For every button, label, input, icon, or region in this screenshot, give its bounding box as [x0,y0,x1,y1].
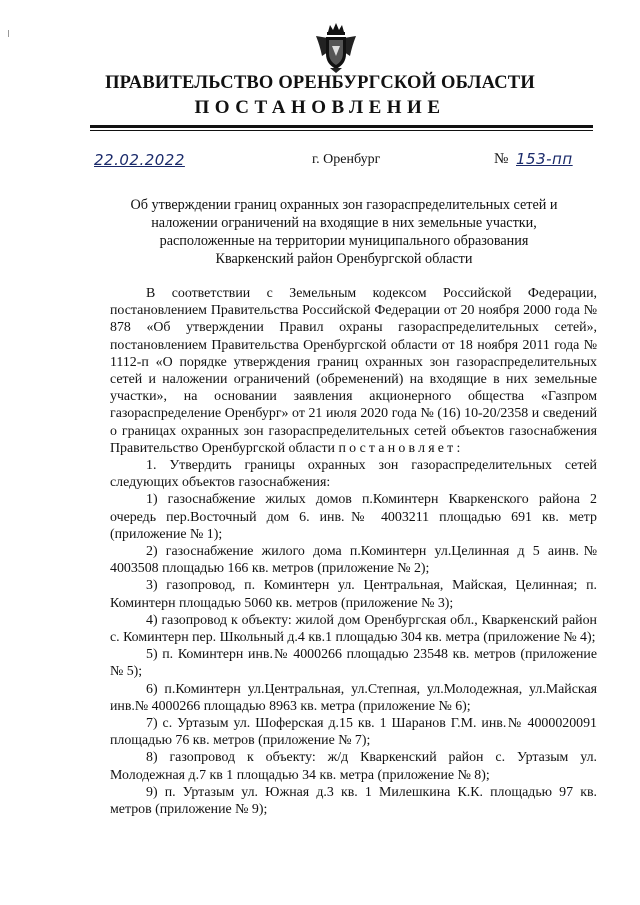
decree-date: 22.02.2022 [94,151,185,169]
preamble-verb: постановляет: [338,440,464,456]
list-item: 3) газопровод, п. Коминтерн ул. Центральная, Майская, Целинная; п. Коминтерн площадью 5060 кв. метров (приложение № 3); [110,578,597,611]
subject-line: Кваркенский район Оренбургской области [215,251,473,267]
header-divider-thick [90,125,593,128]
coat-of-arms-icon [314,22,358,74]
list-item: 5) п. Коминтерн инв.№ 4000266 площадью 23548 кв. метров (приложение № 5); [110,647,597,680]
list-item: 4) газопровод к объекту: жилой дом Оренбургская обл., Кваркенский район с. Коминтерн пер. Школьный д.4 кв.1 площадью 304 кв. метра (приложение № 4); [110,612,597,646]
preamble-text: В соответствии с Земельным кодексом Российской Федерации, постановлением Правительства Российской Федерации от 20 ноября 2000 года № 878 «Об утверждении Правил охраны газораспределительных сетей», постановлением Правительства Оренбургской области от 18 ноября 2011 года № 1112-п «О порядке утверждения границ охранных зон газораспределительных сетей и наложении ограничений (обременений) на входящие в них земельные участки», на основании заявления акционерного общества «Газпром газораспределение Оренбург» от 21 июля 2020 года № (16) 10-20/2358 и сведений о границах охранных зон газораспределительных сетей объектов газоснабжения Правительство Оренбургской области [110,286,597,456]
decree-subject [100,196,588,268]
list-item: 9) п. Уртазым ул. Южная д.3 кв. 1 Милешкина К.К. площадью 97 кв. метров (приложение № 9); [110,784,597,818]
subject-line: Об утверждении границ охранных зон газораспределительных сетей и [130,197,558,213]
decree-number-label: № [494,151,509,167]
header-divider-thin [90,130,593,131]
subject-line: наложении ограничений на входящие в них земельные участки, [151,215,537,231]
scan-edge-mark [8,30,9,37]
decree-body [110,285,597,818]
decree-number: 153-пп [516,150,573,168]
list-item: 2) газоснабжение жилого дома п.Коминтерн ул.Целинная д 5 аинв.№ 4003508 площадью 166 кв. метров (приложение № 2); [110,544,597,577]
list-item: 6) п.Коминтерн ул.Центральная, ул.Степная, ул.Молодежная, ул.Майская инв.№ 4000266 площадью 8963 кв. метра (приложение № 6); [110,681,597,714]
list-item: 7) с. Уртазым ул. Шоферская д.15 кв. 1 Шаранов Г.М. инв.№ 4000020091 площадью 76 кв. метров (приложение № 7); [110,716,597,749]
subject-line: расположенные на территории муниципального образования [159,233,529,249]
list-item: 8) газопровод к объекту: ж/д Кваркенский район с. Уртазым ул. Молодежная д.7 кв 1 площадью 34 кв. метра (приложение № 8); [110,750,597,783]
preamble-paragraph [110,285,597,457]
document-type-title: ПОСТАНОВЛЕНИЕ [194,97,446,118]
government-name: ПРАВИТЕЛЬСТВО ОРЕНБУРГСКОЙ ОБЛАСТИ [105,73,535,93]
list-item: 1) газоснабжение жилых домов п.Коминтерн Кваркенского района 2 очередь пер.Восточный дом 6. инв.№ 4003211 площадью 691 кв. метр (приложение № 1); [110,492,597,542]
decree-city: г. Оренбург [312,152,381,167]
list-item: 1. Утвердить границы охранных зон газораспределительных сетей следующих объектов газоснабжения: [110,458,597,491]
